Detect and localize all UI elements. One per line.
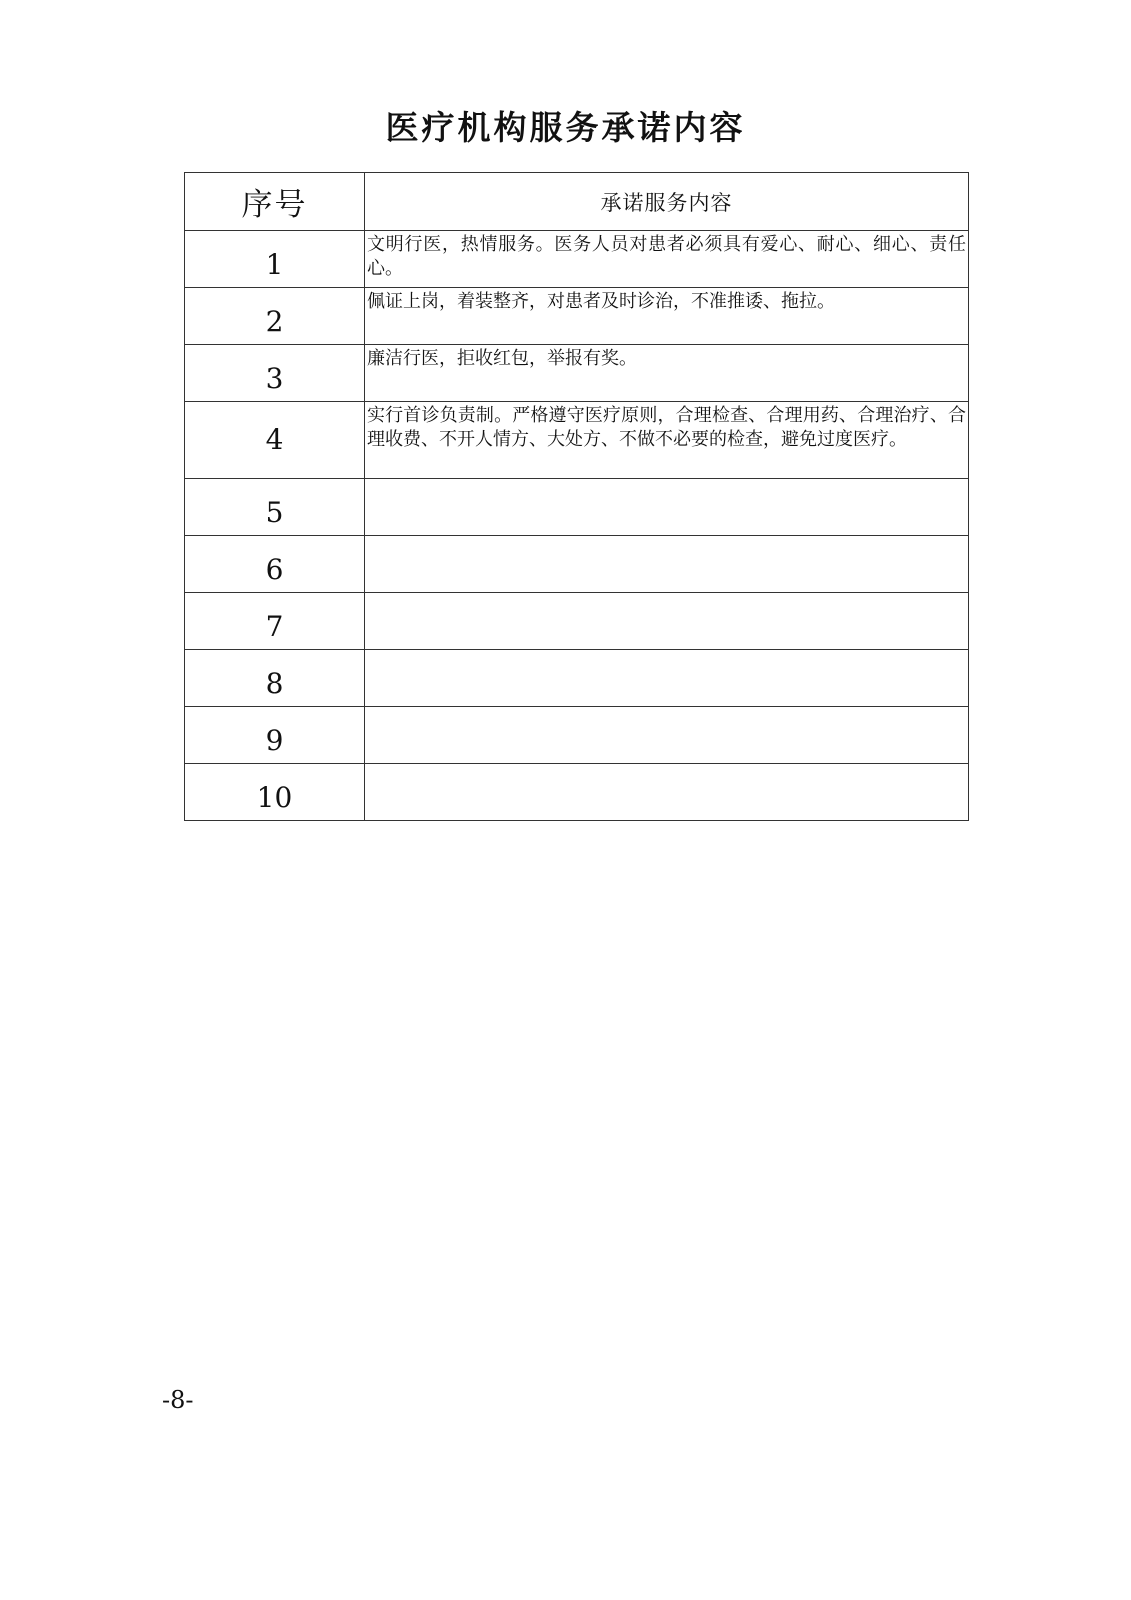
table-row bbox=[185, 288, 969, 345]
row-number: 9 bbox=[185, 707, 365, 764]
row-content: 实行首诊负责制。严格遵守医疗原则，合理检查、合理用药、合理治疗、合理收费、不开人情方、大处方、不做不必要的检查，避免过度医疗。 bbox=[365, 402, 969, 479]
page-title: 医疗机构服务承诺内容 bbox=[385, 108, 746, 147]
header-number: 序号 bbox=[185, 173, 365, 231]
page-number: -8- bbox=[162, 1386, 194, 1414]
table-row bbox=[185, 593, 969, 650]
table-row bbox=[185, 402, 969, 479]
row-content: 佩证上岗，着装整齐，对患者及时诊治，不准推诿、拖拉。 bbox=[365, 288, 969, 345]
table-row bbox=[185, 764, 969, 821]
table-row bbox=[185, 345, 969, 402]
row-number: 1 bbox=[185, 231, 365, 288]
row-content bbox=[365, 536, 969, 593]
row-number: 8 bbox=[185, 650, 365, 707]
table-row bbox=[185, 231, 969, 288]
row-content bbox=[365, 764, 969, 821]
table-row bbox=[185, 536, 969, 593]
table-row bbox=[185, 707, 969, 764]
header-content: 承诺服务内容 bbox=[365, 173, 969, 231]
row-content bbox=[365, 707, 969, 764]
row-content bbox=[365, 593, 969, 650]
row-content: 廉洁行医，拒收红包，举报有奖。 bbox=[365, 345, 969, 402]
table-row bbox=[185, 479, 969, 536]
row-content bbox=[365, 650, 969, 707]
row-content bbox=[365, 479, 969, 536]
row-number: 5 bbox=[185, 479, 365, 536]
row-number: 10 bbox=[185, 764, 365, 821]
table-header-row bbox=[185, 173, 969, 231]
row-number: 2 bbox=[185, 288, 365, 345]
row-number: 4 bbox=[185, 402, 365, 479]
service-commitment-table bbox=[184, 172, 969, 821]
table-row bbox=[185, 650, 969, 707]
row-content: 文明行医，热情服务。医务人员对患者必须具有爱心、耐心、细心、责任心。 bbox=[365, 231, 969, 288]
row-number: 3 bbox=[185, 345, 365, 402]
row-number: 6 bbox=[185, 536, 365, 593]
row-number: 7 bbox=[185, 593, 365, 650]
